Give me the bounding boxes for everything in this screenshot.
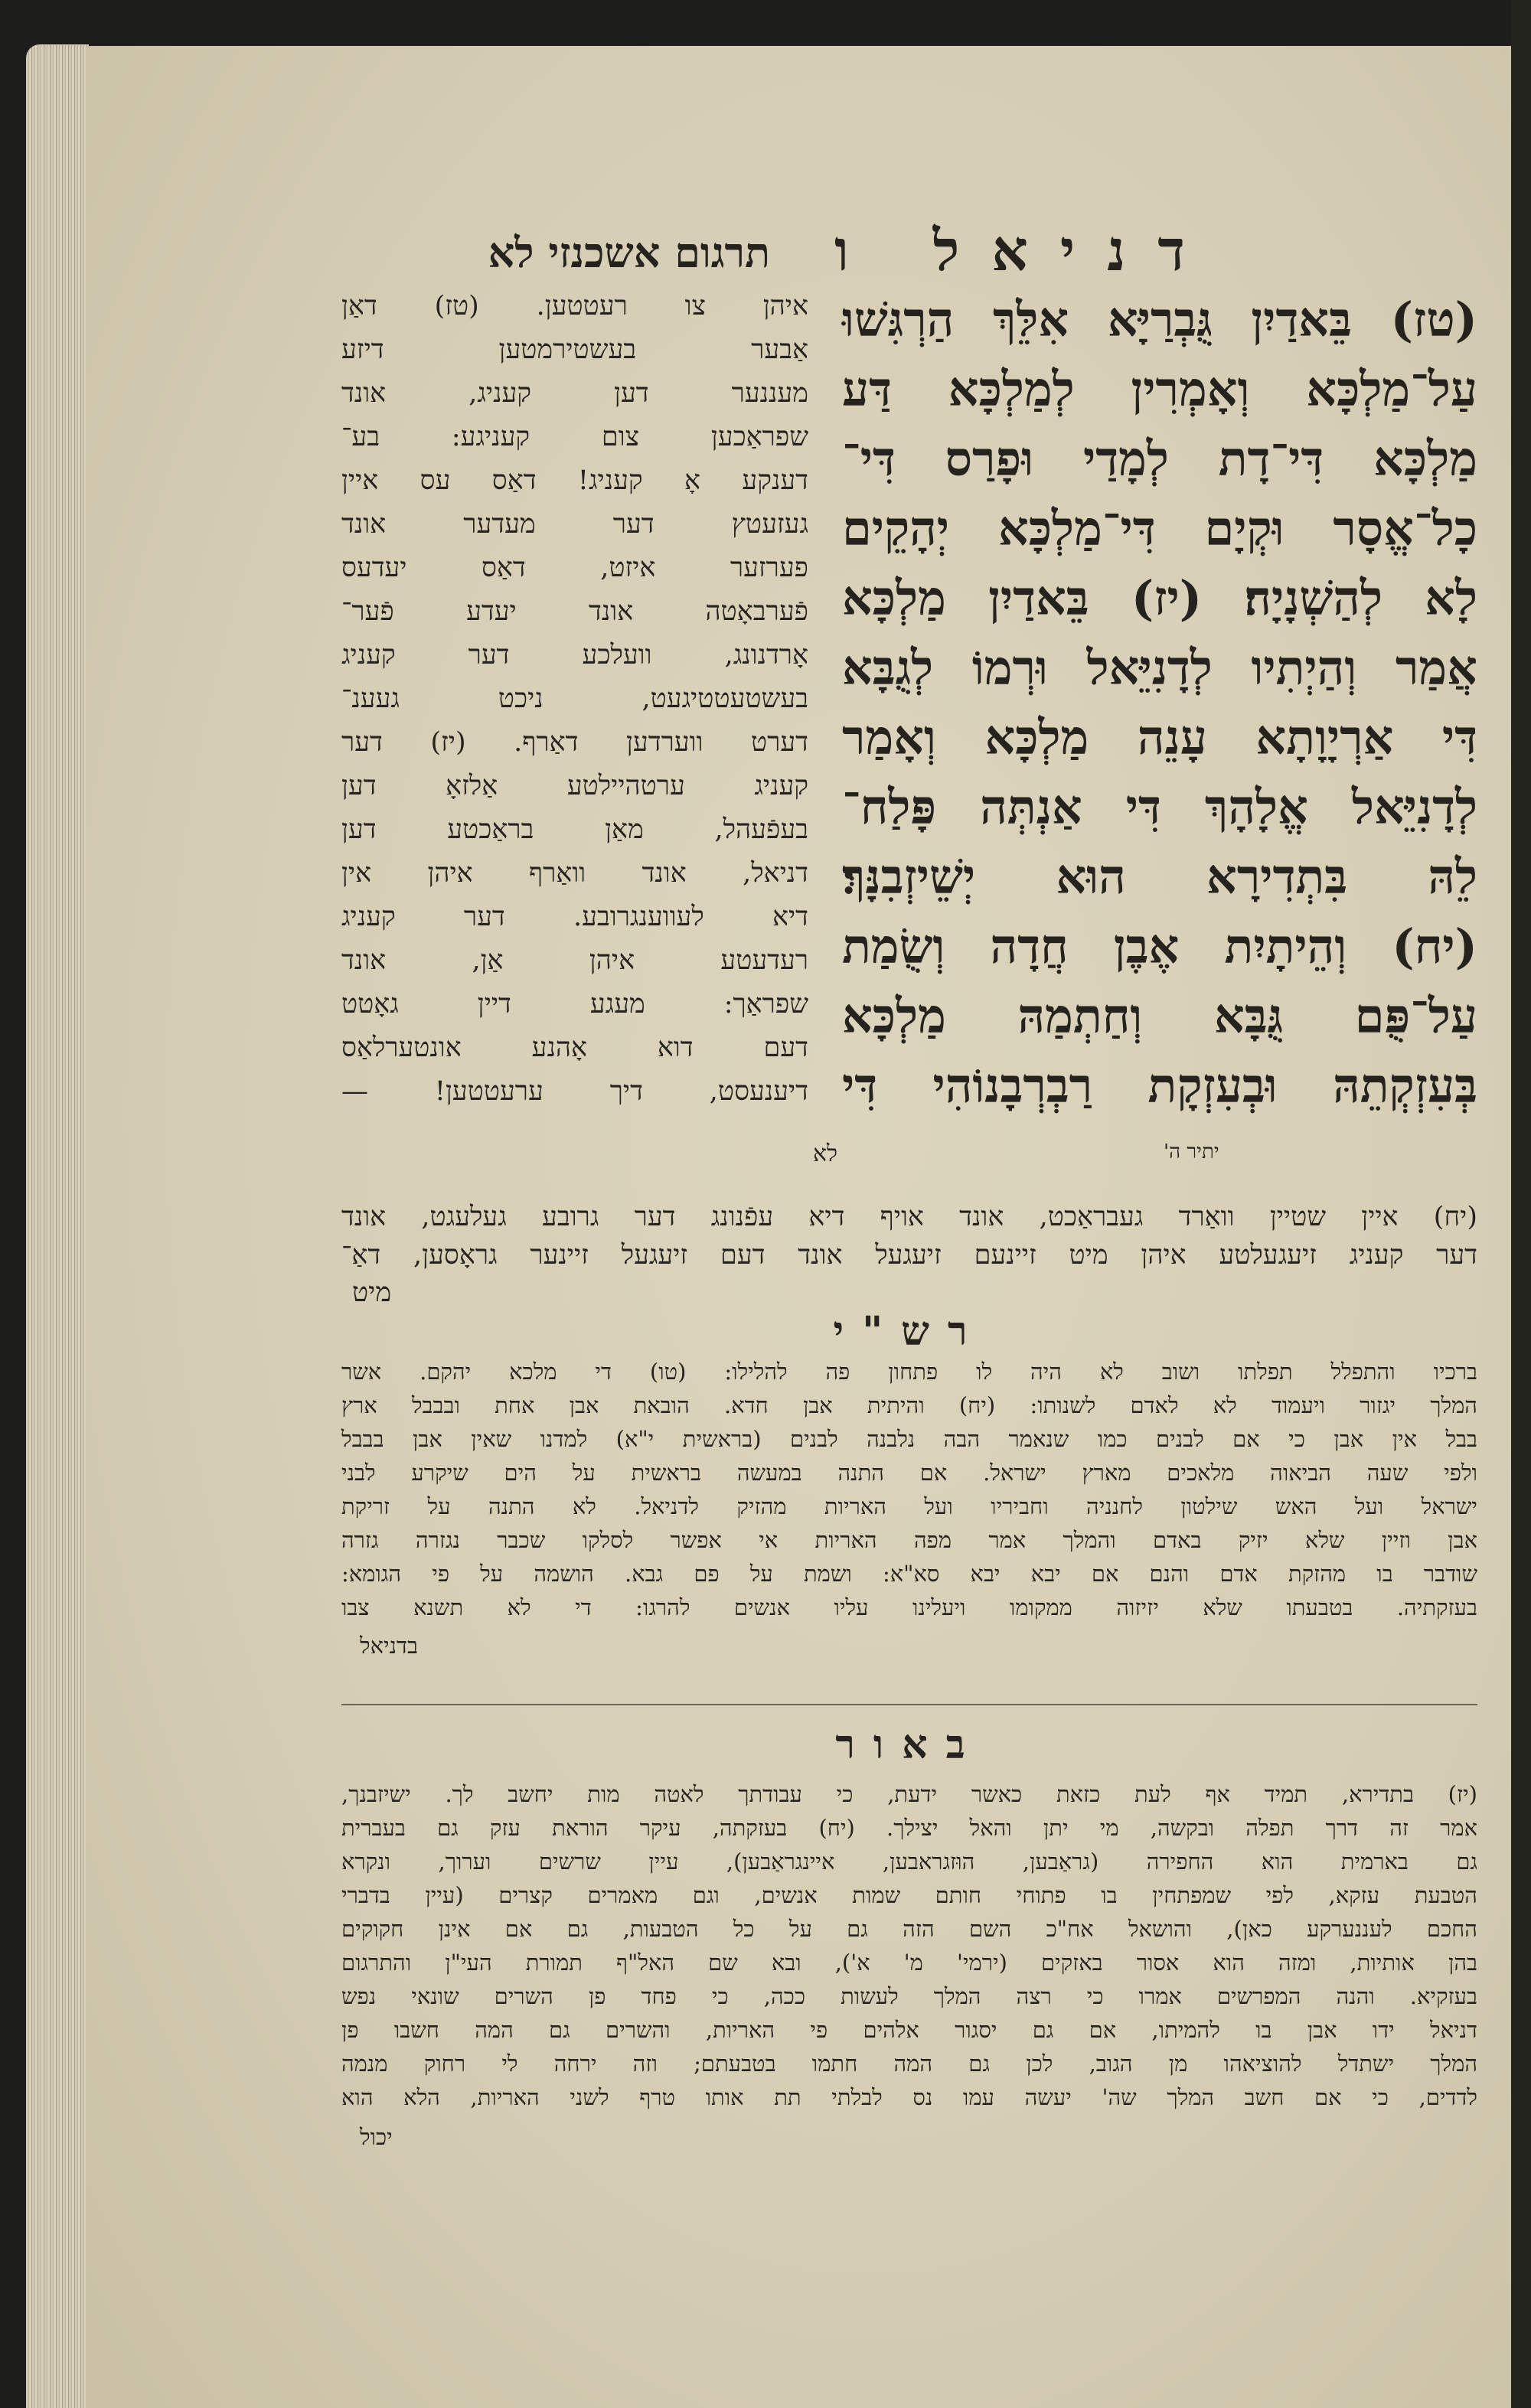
biur-line: המלך ישתדל להוציאהו מן הגוב, לכן גם המה חתמו בטבעתם; וזה ירחה לי רחוק מנמה xyxy=(341,2051,1477,2077)
biur-line: אמר זה דרך תפלה ובקשה, מי יתן והאל יצילך. (יח) בעזקתה, עיקר הוראת עזק גם בעברית xyxy=(341,1815,1477,1841)
translation-line: דערט ווערדען דאַרף. (יז) דער xyxy=(341,727,808,758)
main-text-line: לֵהּ בִּתְדִירָא הוּא יְשֵׁיזְבִנָּךְ׃ xyxy=(842,849,1477,905)
rashi-line: בבל אין אבן כי אם לבנים כמו שנאמר הבה נלבנה לבנים (בראשית י"א) למדנו שאין אבן בבבל xyxy=(341,1426,1477,1452)
rashi-line: ישראל ועל האש שילטון לחנניה וחביריו ועל האריות מהזיק לדניאל. לא התנה על זריקת xyxy=(341,1493,1477,1519)
translation-line: מעננער דען קעניג, אונד xyxy=(341,378,808,409)
translation-line: דעם דוא אָהנע אונטערלאַס xyxy=(341,1033,808,1063)
biur-line: בהן אותיות, ומזה הוא אסור באזקים (ירמי' מ' א'), ובא שם האל"ף תמורת העי"ן והתרגום xyxy=(341,1950,1477,1976)
rashi-line: המלך יגזור ויעמוד לא לאדם לשנותו: (יח) והיתית אבן חדא. הובאת אבן אחת ובבבל ארץ xyxy=(341,1392,1477,1418)
translation-line: בעשטעטטיגעט, ניכט געענ־ xyxy=(341,684,808,714)
main-text-line: בְּעִזְקְתֵהּ וּבְעִזְקָת רַבְרְבָנוֹהִי דִּי xyxy=(842,1058,1477,1114)
translation-line: דענקע אָ קעניג! דאַס עס איין xyxy=(341,465,808,496)
translation-line: פערזער איזט, דאַס יעדעס xyxy=(341,553,808,583)
main-text-line: עַל־פֻּם גֻּבָּא וְחַתְמַהּ מַלְכָּא xyxy=(842,988,1477,1044)
rashi-line: שודבר בו מהזקת אדם והנם אם יבא יבא סא"א: ושמת על פם גבא. הושמה על פי הגומא: xyxy=(341,1561,1477,1587)
translation-continuation xyxy=(341,1198,1477,1274)
masorah-note: יתיר ה' xyxy=(1164,1140,1219,1163)
main-text-line: אֲמַר וְהַיְתִיו לְדָנִיֵּאל וּרְמוֹ לְגֻבָּא xyxy=(842,640,1477,696)
rashi-catchword: בדניאל xyxy=(360,1633,418,1659)
biur-line: לדדים, כי אם חשב המלך שה' יעשה עמו נס לבלתי תת אותו טרף לשני האריות, הלא הוא xyxy=(341,2084,1477,2110)
biur-line: הטבעת עזקא, לפי שמפתחין בו פתוחי חותם שמות אנשים, וגם מאמרים קצרים (עיין בדברי xyxy=(341,1882,1477,1908)
translation-line: שפראַכען צום קעניגע: בע־ xyxy=(341,422,808,452)
running-header-translation: תרגום אשכנזי לא xyxy=(488,228,770,277)
biur-line: גם בארמית הוא החפירה (גראַבען, הוּזגראבען, איינגראַבען), עיין שרשים וערוך, ונקרא xyxy=(341,1848,1477,1875)
rashi-line: בעזקתיה. בטבעתו שלא יזיזוה ממקומו ויעלינו עליו אנשים להרגו: די לא תשנא צבו xyxy=(341,1594,1477,1620)
scan-border xyxy=(1511,0,1531,2408)
biur-catchword: יכול xyxy=(360,2124,393,2150)
main-text-line: לָא לְהַשְׁנָיָה׃ (יז) בֵּאדַיִן מַלְכָּא xyxy=(842,570,1477,626)
main-text-line: (טז) בֵּאדַיִן גֻּבְרַיָּא אִלֵּךְ הַרְגִּשׁוּ xyxy=(842,292,1477,347)
translation-line: דיענעסט, דיך ערעטטען! — xyxy=(341,1076,808,1107)
catchword-main: לא xyxy=(813,1140,838,1167)
rashi-line: אבן וזיין שלא יזיק באדם והמלך אמר מפה האריות אי אפשר לסלקו שכבר נגזרה גזרה xyxy=(341,1527,1477,1553)
translation-line: איהן צו רעטטען. (טז) דאַן xyxy=(341,291,808,321)
section-divider xyxy=(341,1704,1477,1705)
main-text-line: עַל־מַלְכָּא וְאָמְרִין לְמַלְכָּא דַּע xyxy=(842,361,1477,417)
translation-line: אָרדנונג, וועלכע דער קעניג xyxy=(341,640,808,671)
biur-line: (יז) בתדירא, תמיד אף לעת כזאת כאשר ידעת, כי עבודתך לאטה מות יחשב לך. ישיזבנך, xyxy=(341,1781,1477,1807)
rashi-line: ברכיו והתפלל תפלתו ושוב לא היה לו פתחון פה להלילו: (טו) די מלכא יהקם. אשר xyxy=(341,1359,1477,1385)
main-text-column xyxy=(842,285,1477,1121)
main-text-line: מַלְכָּא דִּי־דָת לְמָדַי וּפָרַס דִּי־ xyxy=(842,431,1477,487)
translation-line: אַבער בעשטירמטען דיזע xyxy=(341,334,808,365)
main-text-line: דִּי אַרְיָוָתָא עָנֵה מַלְכָּא וְאָמַר xyxy=(842,710,1477,765)
main-text-line: (יח) וְהֵיתָיִת אֶבֶן חֲדָה וְשֻׂמַת xyxy=(842,918,1477,974)
biur-line: החכם לעננערקע כאן), והושאל אח"כ השם הזה גם על כל הטבעות, גם אם אינן חקוקים xyxy=(341,1916,1477,1942)
translation-line: שפראַך: מעגע דיין גאָטט xyxy=(341,989,808,1020)
translation-line: בעפֿעהל, מאַן בראַכטע דען xyxy=(341,814,808,845)
main-text-line: לְדָנִיֵּאל אֱלָהָךְ דִּי אַנְתְּה פָּלַח־ xyxy=(842,779,1477,835)
rashi-commentary xyxy=(341,1355,1477,1624)
translation-line: געזעטץ דער מעדער אונד xyxy=(341,509,808,540)
translation-line: פֿערבאָטה אונד יעדע פֿער־ xyxy=(341,596,808,627)
translation-line: דניאל, אונד וואַרף איהן אין xyxy=(341,858,808,889)
book-fore-edge xyxy=(26,44,89,2408)
translation-column xyxy=(341,285,808,1114)
translation-line: (יח) איין שטיין וואַרד געבראַכט, אונד אויף דיא עפֿנונג דער גרובע געלעגט, אונד xyxy=(341,1202,1477,1232)
translation-catchword: מיט xyxy=(352,1277,392,1308)
translation-line: דער קעניג זיעגעלטע איהן מיט זיינעם זיעגעל אונד דעם זיעגעל זיינער גראָסען, דאַ־ xyxy=(341,1240,1477,1271)
main-text-line: כָל־אֱסָר וּקְיָם דִּי־מַלְכָּא יְהָקֵים xyxy=(842,501,1477,556)
biur-line: בעזקיא. והנה המפרשים אמרו כי רצה המלך לעשות ככה, כי פחד פן השרים שונאי נפש xyxy=(341,1983,1477,2009)
biur-heading: באור xyxy=(835,1721,984,1768)
rashi-line: ולפי שעה הביאוה מלאכים מארץ ישראל. אם התנה במעשה בראשית על הים שיקרע לבני xyxy=(341,1460,1477,1486)
rashi-heading: רש"י xyxy=(833,1308,986,1355)
translation-line: דיא לעווענגרובע. דער קעניג xyxy=(341,902,808,932)
biur-commentary xyxy=(341,1777,1477,2114)
biur-line: דניאל ידו אבן בו להמיתו, אם גם יסגור אלהים פי האריות, והשרים גם המה חשבו פן xyxy=(341,2017,1477,2043)
translation-line: קעניג ערטהיילטע אַלזאָ דען xyxy=(341,771,808,801)
running-header-chapter: דניאל ו xyxy=(834,218,1217,284)
translation-line: רעדעטע איהן אַן, אונד xyxy=(341,945,808,976)
